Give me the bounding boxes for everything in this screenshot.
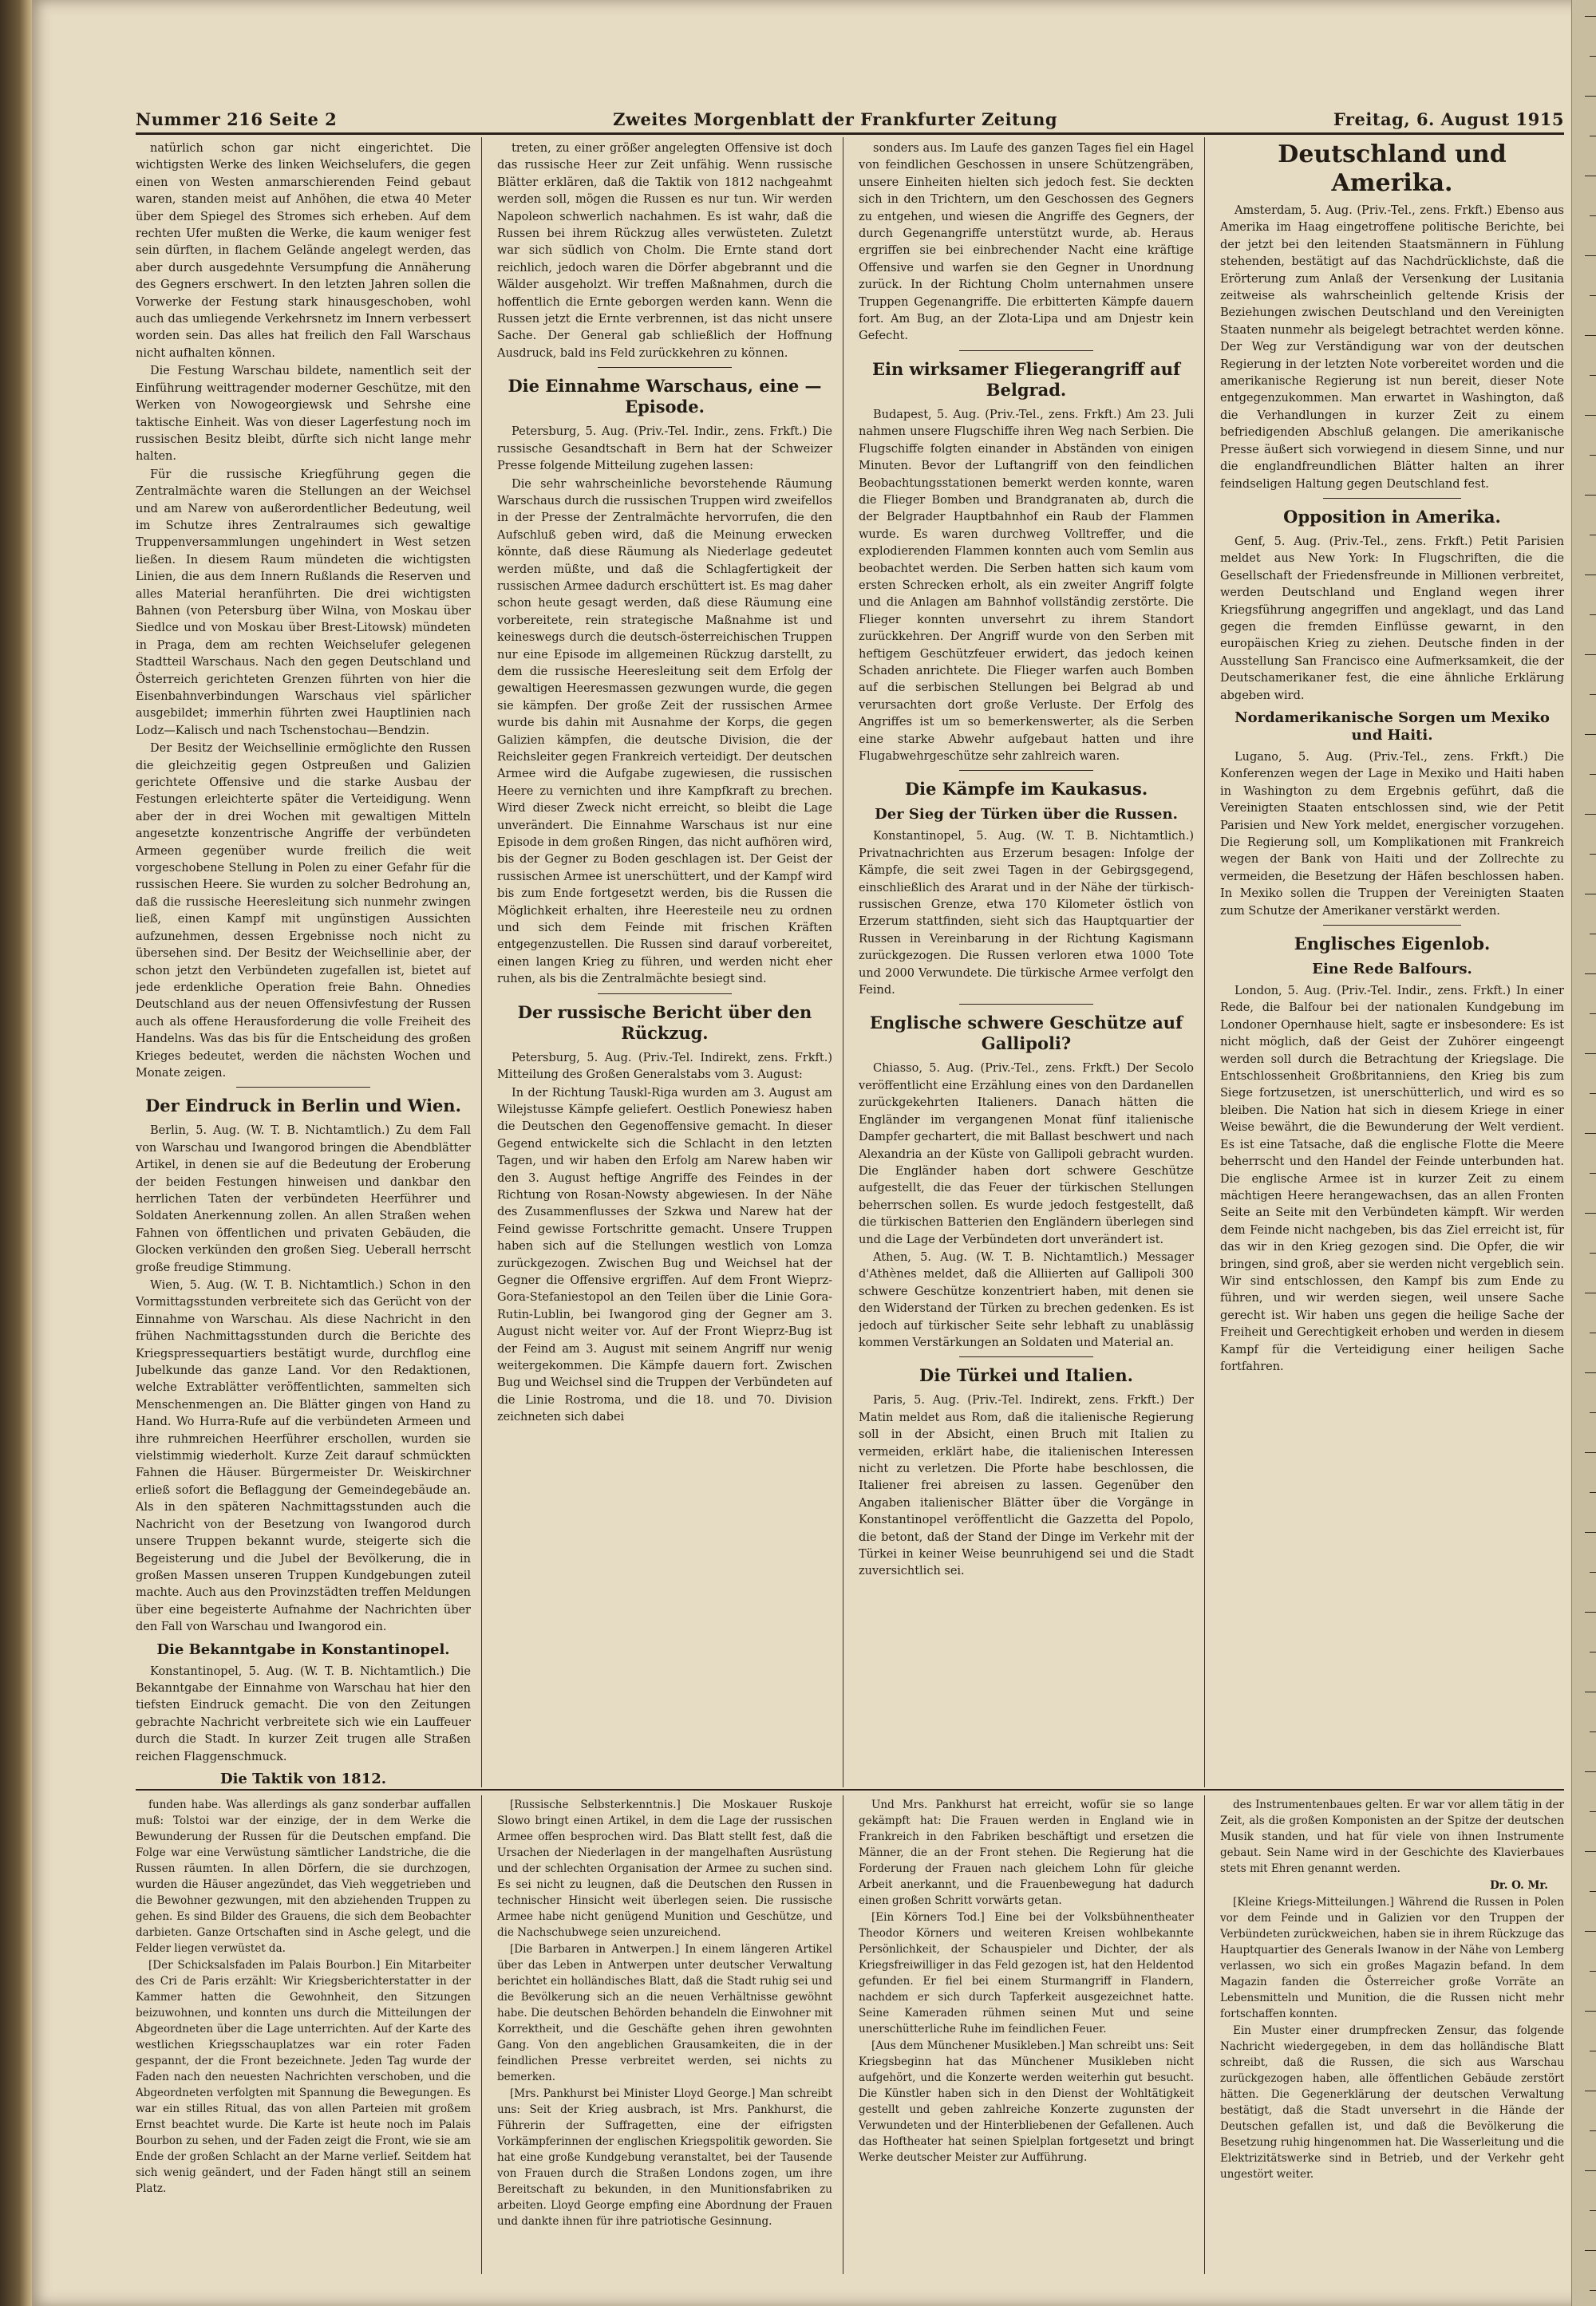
ruler-tick <box>1585 2250 1596 2251</box>
paragraph: Athen, 5. Aug. (W. T. B. Nichtamtlich.) Messager d'Athènes meldet, daß die Alliierten auf Gallipoli 300 schwere Geschütze konzentriert haben, mit denen sie den Widerstand der Türken zu brechen gedenken. Es ist jedoch auf türkischer Seite sehr lebhaft zu unablässig kommen Verstärkungen an Soldaten und Material an. <box>859 1250 1194 1349</box>
ruler-tick <box>1585 1053 1596 1054</box>
ruler-tick <box>1590 1731 1596 1732</box>
ruler-tick <box>1590 694 1596 695</box>
feuilleton-rule <box>136 1789 1564 1791</box>
ruler-tick <box>1590 1572 1596 1573</box>
paragraph: [Die Barbaren in Antwerpen.] In einem längeren Artikel über das Leben in Antwerpen unter deutscher Verwaltung berichtet ein holländisches Blatt, daß die Stadt ruhig sei und die Bevölkerung sich an die neuen Verhältnisse gewöhnt habe. Die deutschen Behörden behandeln die Einwohner mit Korrektheit, und die Geschäfte gehen ihren gewohnten Gang. Von den angeblichen Grausamkeiten, die in der feindlichen Presse verbreitet werden, sei nichts zu bemerken. <box>497 1943 832 2083</box>
paragraph: Und Mrs. Pankhurst hat erreicht, wofür sie so lange gekämpft hat: Die Frauen werden in England wie in Frankreich in den Fabriken beschäftigt und ersetzen die Männer, die an der Front stehen. Die Regierung hat die Forderung der Frauen nach gleichem Lohn für gleiche Arbeit anerkannt, und die Frauenbewegung hat dadurch einen großen Schritt vorwärts getan. <box>859 1799 1194 1907</box>
paragraph: treten, zu einer größer angelegten Offensive ist doch das russische Heer zur Zeit unfähig. Wenn russische Blätter erklären, daß die Taktik von 1812 nachgeahmt werden soll, mögen die Russen es nur tun. Wir werden Napoleon schwerlich nachahmen. Es ist wahr, daß die Russen bei ihrem Rückzug alles verwüsteten. Zuletzt war sich südlich von Cholm. Die Ernte stand dort reichlich, jedoch waren die Dörfer abgebrannt und die Wälder ausgeholzt. Wir treffen Maßnahmen, durch die hoffentlich die Ernte geborgen werden kann. Wenn die Russen jetzt die Ernte verbrennen, ist das nicht unsere Sache. Der General gab schließlich der Hoffnung Ausdruck, bald ins Feld zurückkehren zu können. <box>497 142 832 360</box>
ruler-tick <box>1590 375 1596 376</box>
ruler-tick <box>1590 854 1596 855</box>
headline: Der russische Bericht über den Rückzug. <box>517 1001 812 1043</box>
paragraph: Lugano, 5. Aug. (Priv.-Tel., zens. Frkft.) Die Konferenzen wegen der Lage in Mexiko und Haiti haben in Washington zu dem Ergebnis geführt, daß die Vereinigten Staaten entschlossen sind, wie der Petit Parisien und New York meldet, energischer vorzugehen. Die Regierung soll, um Komplikationen mit Frankreich wegen der Bank von Haiti und der Zollrechte zu vermeiden, die Besetzung der Häfen beschlossen haben. In Mexiko sollen die Truppen der Vereinigten Staaten zum Schutze der Amerikaner verstärkt werden. <box>1220 750 1564 918</box>
ruler-tick <box>1590 774 1596 775</box>
ruler-tick <box>1585 973 1596 974</box>
paragraph: [Mrs. Pankhurst bei Minister Lloyd George.] Man schreibt uns: Seit der Krieg ausbrach, ist Mrs. Pankhurst, die Führerin der Suffragetten, eine der eifrigsten Vorkämpferinnen der englischen Kriegspolitik geworden. Sie hat eine große Kundgebung veranstaltet, bei der Tausende von Frauen durch die Straßen Londons zogen, um ihre Bereitschaft zu bekunden, in den Munitionsfabriken zu arbeiten. Lloyd George empfing eine Abordnung der Frauen und dankte ihnen für ihre patriotische Gesinnung. <box>497 2087 832 2228</box>
paragraph: Konstantinopel, 5. Aug. (W. T. B. Nichtamtlich.) Die Bekanntgabe der Einnahme von Warschau hat hier den tiefsten Eindruck gemacht. Die von den Zeitungen gebrachte Nachricht verbreitete sich wie ein Lauffeuer durch die Stadt. In kurzer Zeit trugen alle Straßen reichen Flaggenschmuck. <box>136 1664 471 1763</box>
author-signature: Dr. O. Mr. <box>1490 1879 1548 1892</box>
ruler-tick <box>1590 455 1596 456</box>
headline: Die Kämpfe im Kaukasus. <box>904 779 1148 800</box>
ruler-tick <box>1585 96 1596 97</box>
paragraph: [Ein Körners Tod.] Eine bei der Volksbühnentheater Theodor Körners und weiteren Kreisen wohlbekannte Persönlichkeit, der Schauspieler und Dichter, der als Kriegsfreiwilliger in das Feld gezogen ist, hat den Heldentod gefunden. Er fiel bei einem Sturmangriff in Flandern, nachdem er sich durch Tapferkeit ausgezeichnet hatte. Seine Kameraden rühmen seinen Mut und seine unerschütterliche Ruhe im feindlichen Feuer. <box>859 1911 1194 2036</box>
issue-number: Nummer 216 Seite 2 <box>136 109 338 129</box>
ruler-tick <box>1590 1652 1596 1653</box>
newspaper-page <box>32 0 1596 2306</box>
separator <box>959 350 1093 351</box>
headline: Die Einnahme Warschaus, eine — Episode. <box>508 376 822 417</box>
paragraph: Konstantinopel, 5. Aug. (W. T. B. Nichtamtlich.) Privatnachrichten aus Erzerum besagen: Infolge der Kämpfe, die seit zwei Tagen in der Gebirgsgegend, einschließlich des Ararat und in der Nähe der türkisch-russischen Grenze, etwa 170 Kilometer östlich von Erzerum stattfinden, sieht sich das Hauptquartier der Russen in Vereinbarung in der Richtung Kagismann zurückgezogen. Die Russen verloren etwa 1000 Tote und 2000 Verwundete. Die türkische Armee verfolgt den Feind. <box>859 830 1194 997</box>
subheadline: Die Taktik von 1812. <box>219 1770 387 1784</box>
ruler-tick <box>1585 1133 1596 1134</box>
ruler-tick <box>1590 1971 1596 1972</box>
subheadline: Nordamerikanische Sorgen um Mexiko und Haiti. <box>1235 709 1550 744</box>
ruler-tick <box>1590 1013 1596 1014</box>
separator <box>598 367 732 368</box>
ruler-tick <box>1585 734 1596 735</box>
ruler-tick <box>1590 1492 1596 1493</box>
paragraph: funden habe. Was allerdings als ganz sonderbar auffallen muß: Tolstoi war der einzige, der in dem Werke die Bewunderung der Russen für die Deutschen empfand. Die Folge war eine Verwüstung sämtlicher Landstriche, die die Russen räumten. In allen Dörfern, die sie durchzogen, wurden die Häuser angezündet, das Vieh weggetrieben und die Bewohner gezwungen, mit den abziehenden Truppen zu gehen. Es sind Bilder des Grauens, die sich dem Beobachter darbieten. Ganze Ortschaften sind in Asche gelegt, und die Felder liegen verwüstet da. <box>136 1799 471 1955</box>
paragraph: Berlin, 5. Aug. (W. T. B. Nichtamtlich.) Zu dem Fall von Warschau und Iwangorod bringen die Abendblätter Artikel, in denen sie auf die Bedeutung der Eroberung der beiden Festungen hinweisen und dankbar den herrlichen Taten der verbündeten Heerführer und Soldaten Anerkennung zollen. An allen Straßen wehen Fahnen von öffentlichen und privaten Gebäuden, die Glocken verkünden den großen Sieg. Ueberall herrscht große freudige Stimmung. <box>136 1124 471 1274</box>
ruler-tick <box>1590 2130 1596 2131</box>
paragraph: London, 5. Aug. (Priv.-Tel. Indir., zens. Frkft.) In einer Rede, die Balfour bei der nationalen Kundgebung im Londoner Opernhause hielt, sagte er insbesondere: Es ist nicht möglich, daß der Geist der Zuhörer eingeengt werden soll durch die Betrachtung der Kriegslage. Die Entschlossenheit Großbritanniens, den Krieg bis zum Siege fortzusetzen, ist unerschütterlich, und wird es so bleiben. Die Nation hat sich in diesem Kriege in einer Weise bewährt, die die Bewunderung der Welt verdient. Es ist eine Tatsache, daß die englische Flotte die Meere beherrscht und den Handel der Feinde unterbunden hat. Die englische Armee ist in kurzer Zeit zu einem mächtigen Heere herangewachsen, das an allen Fronten Seite an Seite mit den Verbündeten kämpft. Wir werden dem Feinde nicht nachgeben, bis das Ziel erreicht ist, für das wir in den Krieg gezogen sind. Die Opfer, die wir bringen, sind groß, aber sie werden nicht vergeblich sein. Wir sind entschlossen, den Kampf bis zum Ende zu führen, und wir werden siegen, weil unsere Sache gerecht ist. Wir haben uns gegen die heilige Sache der Freiheit und Gerechtigkeit erhoben und werden in diesem Kampf für die Verteidigung einer heiligen Sache fortfahren. <box>1220 985 1564 1373</box>
headline: Der Eindruck in Berlin und Wien. <box>145 1096 461 1116</box>
feuilleton-column-2 <box>497 1797 832 2276</box>
ruler-tick <box>1585 1931 1596 1932</box>
paragraph: Paris, 5. Aug. (Priv.-Tel. Indirekt, zens. Frkft.) Der Matin meldet aus Rom, daß die italienische Regierung soll in der Absicht, einen Bruch mit Italien zu vermeiden, erklärt habe, die italienischen Interessen nicht zu verletzen. Die Pforte habe beschlossen, die Italiener frei abreisen zu lassen. Gegenüber den Angaben italienischer Blätter über die Vorgänge in Konstantinopel veröffentlicht die Gazzetta del Popolo, die betont, daß der Stand der Dinge im Verkehr mit der Türkei in keiner Weise beunruhigend sei und die Stadt zuversichtlich sei. <box>859 1394 1194 1578</box>
ruler-tick <box>1585 1532 1596 1533</box>
ruler-tick <box>1585 1213 1596 1214</box>
paragraph: Ein Muster einer drumpfrecken Zensur, das folgende Nachricht wiedergegeben, in dem das holländische Blatt schreibt, daß die Russen, die sich aus Warschau zurückgezogen haben, alle öffentlichen Gebäude zerstört hätten. Die Gegenerklärung der deutschen Verwaltung bestätigt, daß die Stadt unversehrt in die Hände der Deutschen gefallen ist, und daß die Bevölkerung die Besetzung ruhig hingenommen hat. Die Wasserleitung und die Elektrizitätswerke sind in Betrieb, und der Verkehr geht ungestört weiter. <box>1220 2024 1564 2181</box>
feuilleton-column-3 <box>859 1797 1194 2276</box>
masthead-rule <box>136 132 1564 135</box>
headline-main: Deutschland und Amerika. <box>1278 140 1507 197</box>
separator <box>959 1356 1093 1357</box>
ruler-tick <box>1585 1372 1596 1373</box>
paragraph: des Instrumentenbaues gelten. Er war vor allem tätig in der Zeit, als die großen Komponisten an der Spitze der deutschen Musik standen, und hat für viele von ihnen Instrumente gebaut. Sein Name wird in der Geschichte des Klavierbaues stets mit Ehren genannt werden. <box>1220 1799 1564 1875</box>
article-column-2 <box>497 140 832 1784</box>
ruler-tick <box>1590 1891 1596 1892</box>
subheadline: Eine Rede Balfours. <box>1312 961 1472 978</box>
separator <box>1323 925 1460 926</box>
headline: Die Türkei und Italien. <box>919 1365 1133 1386</box>
column-rule <box>481 1795 482 2274</box>
paragraph: Budapest, 5. Aug. (Priv.-Tel., zens. Frkft.) Am 23. Juli nahmen unsere Flugschiffe ihren Weg nach Serbien. Die Flugschiffe folgten einander in Abständen von einigen Minuten. Bevor der Luftangriff von den feindlichen Beobachtungsstationen bemerkt werden konnte, waren die Flieger Bomben und Brandgranaten ab, durch die der Belgrader Hauptbahnhof ein Raub der Flammen wurde. Es waren durchweg Volltreffer, und die explodierenden Flammen konnten auch vom Semlin aus beobachtet werden. Die Serben hatten sich kaum vom ersten Schrecken erholt, als ein zweiter Angriff folgte und die Anlagen am Bahnhof vollständig zerstörte. Die Flieger konnten unversehrt zu ihrem Standort zurückkehren. Der Angriff wurde von den Serben mit heftigem Geschützfeuer erwidert, das jedoch keinen Schaden anrichtete. Die Flieger warfen auch Bomben auf die serbischen Stellungen bei Belgrad ab und verursachten dort große Verluste. Der Erfolg des Angriffes ist um so bemerkenswerter, als die Serben eine starke Abwehr aufgebaut hatten und ihre Flugabwehrgeschütze sehr zahlreich waren. <box>859 408 1194 763</box>
ruler-tick <box>1585 1612 1596 1613</box>
column-rule <box>481 137 482 1787</box>
paragraph: Amsterdam, 5. Aug. (Priv.-Tel., zens. Frkft.) Ebenso aus Amerika im Haag eingetroffene politische Berichte, bei der jetzt bei den leitenden Staatsmännern in Fühlung stehenden, bestätigt auf das Nachdrücklichste, daß die Erörterung zum Anlaß der Versenkung der Lusitania zeitweise als wahrscheinlich geltende Krisis der Beziehungen zwischen Deutschland und den Vereinigten Staaten nunmehr als beigelegt betrachtet werden könne. Der Weg zur Verständigung war von der deutschen Regierung in der letzten Note vorbereitet worden und die amerikanische Regierung ist nun bereit, dieser Note entgegenzukommen. Man erwartet in Washington, daß die Verhandlungen in kurzer Zeit zu einem befriedigenden Abschluß gelangen. Die amerikanische Presse äußert sich vorwiegend in diesem Sinne, und nur die englandfreundlichen Blätter halten an ihrer feindseligen Haltung gegen Deutschland fest. <box>1220 204 1564 491</box>
ruler-tick <box>1590 295 1596 296</box>
paragraph: [Kleine Kriegs-Mitteilungen.] Während die Russen in Polen vor dem Feinde und in Galizien vor den Truppen der Verbündeten zurückweichen, haben sie in ihrem Rückzuge das Hauptquartier des Generals Iwanow in der Nähe von Lemberg verlassen, wo sich ein großes Magazin befand. In dem Magazin fanden die Österreicher große Vorräte an Lebensmitteln und Munition, die die Russen nicht mehr fortschaffen konnten. <box>1220 1896 1564 2020</box>
paragraph: sonders aus. Im Laufe des ganzen Tages fiel ein Hagel von feindlichen Geschossen in unsere Schützengräben, unsere Einheiten hielten sich jedoch fest. Sie deckten sich in den Trichtern, um den Geschossen des Gegners zu entgehen, und wiesen die Angriffe des Gegners, der durch Gegenangriffe unterstützt wurde, ab. Heraus ergriffen sie bei einbrechender Nacht eine kräftige Offensive und warfen sie den Gegner in Unordnung zurück. In der Richtung Cholm unternahmen unsere Truppen Gegenangriffe. Die erbitterten Kämpfe dauern fort. Am Bug, an der Zlota-Lipa und am Dnjestr kein Gefecht. <box>859 142 1194 343</box>
paragraph: [Russische Selbsterkenntnis.] Die Moskauer Ruskoje Slowo bringt einen Artikel, in dem die Lage der russischen Armee offen besprochen wird. Das Blatt stellt fest, daß die Ursachen der Niederlagen in der mangelhaften Ausrüstung und der schlechten Organisation der Armee zu suchen sind. Es sei nicht zu leugnen, daß die Deutschen den Russen in technischer Hinsicht weit überlegen seien. Die russische Armee habe nicht genügend Munition und Geschütze, und die Nachschubwege seien unzureichend. <box>497 1799 832 1939</box>
separator <box>1323 498 1460 499</box>
issue-date: Freitag, 6. August 1915 <box>1333 109 1564 129</box>
ruler-tick <box>1585 1452 1596 1453</box>
column-rule <box>1204 1795 1205 2274</box>
paragraph: Die Festung Warschau bildete, namentlich seit der Einführung weittragender moderner Geschütze, mit den Werken von Nowogeorgiewsk und Sehrshe eine taktische Einheit. Was von dieser Lagerfestung noch im russischen Besitz bleibt, dürfte sich nicht lange mehr halten. <box>136 365 471 464</box>
ruler-tick <box>1590 2290 1596 2291</box>
ruler-tick <box>1590 1093 1596 1094</box>
paragraph: In der Richtung Tauskl-Riga wurden am 3. August am Wilejstusse Kämpfe geliefert. Oestlich Ponewiesz haben die Deutschen den Gegenoffensive gemacht. In dieser Gegend entwickelte sich die Schlacht in den letzten Tagen, und wir haben den Erfolg am Narew haben wir den 3. August heftige Angriffe des Feindes in der Richtung von Rosan-Nowsty abgewiesen. In der Nähe des Zusammenflusses der Szkwa und Narew hat der Feind gewisse Fortschritte gemacht. Unsere Truppen haben sich auf die Stellungen westlich von Lomza zurückgezogen. Zwischen Bug und Weichsel hat der Gegner die Offensive ergriffen. Auf dem Front Wieprz-Gora-Stefaniestopol an den Teilen über die Linie Gora-Rutin-Lublin, bei Iwangorod ging der Gegner am 3. August nicht weiter vor. Auf der Front Wieprz-Bug ist der Feind am 3. August mit seinem Angriff nur wenig weitergekommen. Die Kämpfe dauern fort. Zwischen Bug und Weichsel sind die Truppen der Verbündeten auf die Linie Rostroma, und die 18. und 70. Division zeichneten sich dabei <box>497 1086 832 1424</box>
paragraph: Für die russische Kriegführung gegen die Zentralmächte waren die Stellungen an der Weichsel und am Narew von außerordentlicher Bedeutung, weil im Schutze ihres Zentralraumes sich gewaltige Truppenversammlungen ungehindert in West setzen ließen. In diesem Raum mündeten die wichtigsten Linien, die aus dem Innern Rußlands die Reserven und alles Material heranführten. Die drei wichtigsten Bahnen (von Petersburg über Wilna, von Moskau über Siedlce und von Moskau über Brest-Litowsk) mündeten in Praga, dem am rechten Weichselufer gelegenen Stadtteil Warschaus. Nach den gegen Deutschland und Österreich gerichteten Grenzen führten von hier die Eisenbahnverbindungen Warschaus viel spärlicher ausgebildet; immerhin führten zwei Hauptlinien nach Lodz—Kalisch und nach Tschenstochau—Bendzin. <box>136 468 471 737</box>
feuilleton-column-4 <box>1220 1797 1564 2276</box>
ruler-tick <box>1585 415 1596 416</box>
separator <box>236 1087 370 1088</box>
paragraph: Chiasso, 5. Aug. (Priv.-Tel., zens. Frkft.) Der Secolo veröffentlicht eine Erzählung eines von den Dardanellen zurückgekehrten Italieners. Danach hätten die Engländer im vergangenen Monat fünf italienische Dampfer gechartert, die mit Ballast beschwert und nach Alexandria an der Küste von Gallipoli gebracht wurden. Die Engländer haben dort schwere Geschütze aufgestellt, die das Feuer der türkischen Stellungen beherrschen sollen. Es wurde jedoch festgestellt, daß die türkischen Batterien den Engländern überlegen sind und die Lage der Verbündeten dort unverändert ist. <box>859 1062 1194 1246</box>
paragraph: Wien, 5. Aug. (W. T. B. Nichtamtlich.) Schon in den Vormittagsstunden verbreitete sich das Gerücht von der Einnahme von Warschau. Als diese Nachricht in den frühen Nachmittagsstunden durch die Berichte des Kriegspressequartiers bestätigt wurde, durchflog eine Jubelkunde das ganze Land. Vor den Redaktionen, welche Extrablätter veröffentlichten, sammelten sich Menschenmengen an. Die Blätter gingen von Hand zu Hand. Wo Hurra-Rufe auf die verbündeten Armeen und ihre ruhmreichen Heerführer erschollen, wurden sie vielstimmig wiederholt. Kurze Zeit darauf schmückten Fahnen die Häuser. Bürgermeister Dr. Weiskirchner erließ sofort die Beflaggung der Gemeindegebäude an. Als in den späteren Nachmittagsstunden auch die Nachricht von der Besetzung von Iwangorod durch unsere Truppen bekannt wurde, steigerte sich die Begeisterung und die Jubel der Bevölkerung, die in großen Massen unseren Truppen Kundgebungen zuteil machte. Auch aus den Provinzstädten treffen Meldungen über eine begeisterte Aufnahme der Nachrichten über den Fall von Warschau und Iwangorod ein. <box>136 1279 471 1634</box>
ruler-tick <box>1590 1412 1596 1413</box>
paragraph: natürlich schon gar nicht eingerichtet. Die wichtigsten Werke des linken Weichselufers, die gegen einen von Westen anmarschierenden Feind gebaut waren, standen meist auf Anhöhen, die etwa 40 Meter über dem Spiegel des Stromes sich erheben. Auf dem rechten Ufer mußten die Werke, die kaum weniger fest sein dürften, in flachem Gelände angelegt werden, das aber durch ausgedehnte Versumpfung die Annäherung des Gegners erschwert. In den letzten Jahren sollen die Vorwerke der Festung stark hinausgeschoben, wohl auch das umliegende Verkehrsnetz im Innern verbessert worden sein. Das alles hat freilich den Fall Warschaus nicht aufhalten können. <box>136 142 471 360</box>
ruler-tick <box>1590 1253 1596 1254</box>
ruler-tick <box>1585 814 1596 815</box>
ruler-tick <box>1585 2011 1596 2012</box>
ruler-tick <box>1590 614 1596 615</box>
ruler-tick <box>1590 1173 1596 1174</box>
subheadline: Die Bekanntgabe in Konstantinopel. <box>156 1641 450 1658</box>
headline: Opposition in Amerika. <box>1283 506 1501 527</box>
paragraph: [Der Schicksalsfaden im Palais Bourbon.] Ein Mitarbeiter des Cri de Paris erzählt: Wir Kriegsberichterstatter in der Kammer hatten die Gewohnheit, den Sitzungen beizuwohnen, und konnten uns durch die Mitteilungen der Abgeordneten über die Lage unterrichten. Auf der Karte des westlichen Kriegsschauplatzes war ein roter Faden gespannt, der die Front bezeichnete. Jeden Tag wurde der Faden nach den neuesten Nachrichten verschoben, und die Abgeordneten verfolgten mit Spannung die Bewegungen. Es war ein stilles Ritual, das von allen Parteien mit großem Ernst beachtet wurde. Die Karte ist heute noch im Palais Bourbon zu sehen, und der Faden zeigt die Front, wie sie am Ende der großen Schlacht an der Marne verlief. Seitdem hat sich wenig geändert, und der Faden hängt still an seinem Platz. <box>136 1959 471 2195</box>
masthead <box>136 109 1564 129</box>
paragraph: Genf, 5. Aug. (Priv.-Tel., zens. Frkft.) Petit Parisien meldet aus New York: In Flugschriften, die die Gesellschaft der Friedensfreunde in Millionen verbreitet, werden Deutschland und England wegen ihrer Kriegsführung angegriffen und angeklagt, und das Land gegen die fremden Einflüsse gewarnt, in den europäischen Krieg zu ziehen. Deutsche finden in der Ausstellung San Francisco eine Aufmerksamkeit, die der Deutschamerikaner fest, die eine ähnliche Erklärung abgeben wird. <box>1220 535 1564 702</box>
separator <box>598 993 732 994</box>
subheadline: Der Sieg der Türken über die Russen. <box>875 806 1178 823</box>
paragraph: Petersburg, 5. Aug. (Priv.-Tel. Indir., zens. Frkft.) Die russische Gesandtschaft in Bern hat der Schweizer Presse folgende Mitteilung zugehen lassen: <box>497 425 832 473</box>
article-column-1 <box>136 140 471 1784</box>
column-rule <box>1204 137 1205 1787</box>
ruler-tick <box>1585 1771 1596 1772</box>
ruler-tick <box>1585 335 1596 336</box>
paragraph: [Aus dem Münchener Musikleben.] Man schreibt uns: Seit Kriegsbeginn hat das Münchener Musikleben nicht aufgehört, und die Konzerte werden weiterhin gut besucht. Die Künstler haben sich in den Dienst der Wohltätigkeit gestellt und geben zahlreiche Konzerte zugunsten der Verwundeten und der Hinterbliebenen der Gefallenen. Auch das Hoftheater hat seinen Spielplan fortgesetzt und bringt Werke deutscher Meister zur Aufführung. <box>859 2039 1194 2164</box>
headline: Englische schwere Geschütze auf Gallipoli? <box>869 1013 1183 1054</box>
paragraph: Petersburg, 5. Aug. (Priv.-Tel. Indirekt, zens. Frkft.) Mitteilung des Großen Generalstabs vom 3. August: <box>497 1051 832 1082</box>
ruler-tick <box>1585 495 1596 496</box>
book-spine <box>0 0 32 2306</box>
headline: Ein wirksamer Fliegerangriff auf Belgrad. <box>871 358 1180 400</box>
separator <box>959 1004 1093 1005</box>
article-column-4 <box>1220 140 1564 1784</box>
paragraph: Die sehr wahrscheinliche bevorstehende Räumung Warschaus durch die russischen Truppen wird zweifellos in der Presse der Zentralmächte hervorrufen, die den Aufschluß geben wird, daß die Meinung erwecken könnte, daß diese Räumung als Niederlage gedeutet werden müßte, und daß die Schlagfertigkeit der russischen Armee dadurch erschüttert ist. Es mag daher schon heute gesagt werden, daß diese Räumung eine vorbereitete, rein strategische Maßnahme ist und keineswegs durch die deutsch-österreichischen Truppen nur eine Episode im allgemeinen Rückzug darstellt, zu dem die russische Heeresleitung seit dem Erfolg der gewaltigen Heeresmassen gezwungen wurde, die gegen sie kämpfen. Der große Zeit der russischen Armee wurde bis dahin mit Ausnahme der Korps, die gegen Galizien kämpfen, die deutsche Division, die der Reichsleiter gegen Frankreich verteidigt. Der deutschen Armee wird die Aufgabe zugewiesen, die russischen Heere zu vernichten und ihre Kampfkraft zu brechen. Wird dieser Zweck nicht erreicht, so bleibt die Lage unverändert. Die Einnahme Warschaus ist nur eine Episode in dem großen Ringen, das nicht aufhören wird, bis der Gegner zu Boden geschlagen ist. Der Geist der russischen Armee ist unerschüttert, und der Kampf wird bis zum Ende fortgesetzt werden, bis die Russen die Möglichkeit erhalten, ihre Heeresteile neu zu ordnen und sich dem Feinde mit frischen Kräften entgegenzustellen. Die Russen sind darauf vorbereitet, einen langen Krieg zu führen, und werden nicht eher ruhen, als bis die Zentralmächte besiegt sind. <box>497 477 832 986</box>
ruler-tick <box>1585 255 1596 256</box>
ruler-tick <box>1585 654 1596 655</box>
ruler-tick <box>1590 2210 1596 2211</box>
ruler-tick <box>1585 2170 1596 2171</box>
ruler-tick <box>1590 1811 1596 1812</box>
ruler-tick <box>1590 56 1596 57</box>
ruler-tick <box>1590 215 1596 216</box>
headline: Englisches Eigenlob. <box>1294 934 1491 954</box>
ruler-tick <box>1585 1851 1596 1852</box>
article-column-3 <box>859 140 1194 1784</box>
feuilleton-column-1 <box>136 1797 471 2276</box>
paragraph: Der Besitz der Weichsellinie ermöglichte den Russen die gleichzeitig gegen Ostpreußen und Galizien gerichtete Offensive und die starke Ausbau der Festungen erleichterte später die Verteidigung. Wenn aber der in drei Wochen mit gewaltigen Mitteln angesetzte konzentrische Angriffe der verbündeten Armeen gegenüber wurde freilich die weit vorgeschobene Stellung in Polen zu einer Gefahr für die russischen Heere. Sie wurden zu solcher Bedrohung an, daß die russische Heeresleitung sich nunmehr zwingen ließ, einen Kampf mit ungünstigen Aussichten aufzunehmen, dessen Ergebnisse noch nicht zu übersehen sind. Der Besitz der Weichsellinie aber, der schon jetzt den Verbündeten zugefallen ist, bietet auf jede erdenkliche Operation freie Bahn. Ohnedies Deutschland aus der neuen Offensivfestung der Russen auch als offene Herausforderung die volle Freiheit des Handelns. Was das bis für die Entscheidung des großen Krieges bedeutet, werden die nächsten Wochen und Monate zeigen. <box>136 742 471 1080</box>
newspaper-title: Zweites Morgenblatt der Frankfurter Zeitung <box>613 109 1058 129</box>
separator <box>959 770 1093 771</box>
ruler-tick <box>1585 16 1596 17</box>
page-edge-ruler <box>1571 0 1596 2306</box>
